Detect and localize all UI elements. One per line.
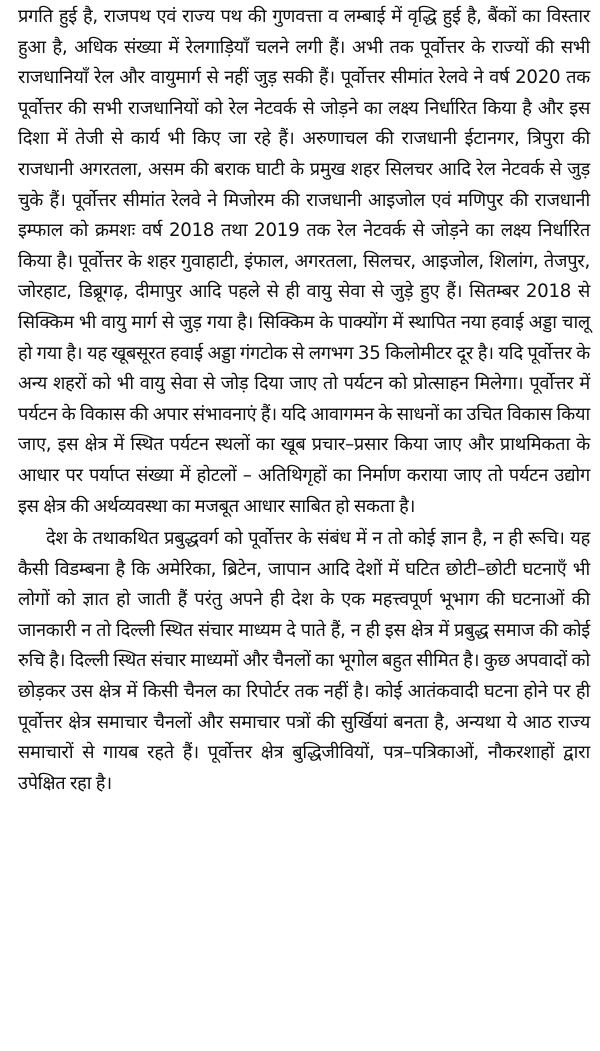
paragraph-media-neglect: देश के तथाकथित प्रबुद्धवर्ग को पूर्वोत्तर के संबंध में न तो कोई ज्ञान है, न ही रूचि। यह कैसी विडम्बना है कि अमेरिका, ब्रिटेन, जापान आदि देशों में घटित छोटी–छोटी घटनाएँ भी लोगों को ज्ञात हो जाती हैं परंतु अपने ही देश के एक महत्त्वपूर्ण भूभाग की घटनाओं की जानकारी न तो दिल्ली स्थित संचार माध्यम दे पाते हैं, न ही इस क्षेत्र में प्रबुद्ध समाज की कोई रुचि है। दिल्ली स्थित संचार माध्यमों और चैनलों का भूगोल बहुत सीमित है। कुछ अपवादों को छोड़कर उस क्षेत्र में किसी चैनल का रिपोर्टर तक नहीं है। कोई आतंकवादी घटना होने पर ही पूर्वोत्तर क्षेत्र समाचार चैनलों और समाचार पत्रों की सुर्खियां बनता है, अन्यथा ये आठ राज्य समाचारों से गायब रहते हैं। पूर्वोत्तर क्षेत्र बुद्धिजीवियों, पत्र–पत्रिकाओं, नौकरशाहों द्वारा उपेक्षित रहा है। (18, 528, 590, 794)
paragraph-tourism-connectivity: प्रगति हुई है, राजपथ एवं राज्य पथ की गुणवत्ता व लम्बाई में वृद्धि हुई है, बैंकों का विस्तार हुआ है, अधिक संख्या में रेलगाड़ियाँ चलने लगी हैं। अभी तक पूर्वोत्तर के राज्यों की सभी राजधानियाँ रेल और वायुमार्ग से नहीं जुड़ सकी हैं। पूर्वोत्तर सीमांत रेलवे ने वर्ष 2020 तक पूर्वोत्तर की सभी राजधानियों को रेल नेटवर्क से जोड़ने का लक्ष्य निर्धारित किया है और इस दिशा में तेजी से कार्य भी किए जा रहे हैं। अरुणाचल की राजधानी ईटानगर, त्रिपुरा की राजधानी अगरतला, असम की बराक घाटी के प्रमुख शहर सिलचर आदि रेल नेटवर्क से जुड़ चुके हैं। पूर्वोत्तर सीमांत रेलवे ने मिजोरम की राजधानी आइजोल एवं मणिपुर की राजधानी इम्फाल को क्रमशः वर्ष 2018 तथा 2019 तक रेल नेटवर्क से जोड़ने का लक्ष्य निर्धारित किया है। पूर्वोत्तर के शहर गुवाहाटी, इंफाल, अगरतला, सिलचर, आइजोल, शिलांग, तेजपुर, जोरहाट, डिब्रूगढ़, दीमापुर आदि पहले से ही वायु सेवा से जुड़े हुए हैं। सितम्बर 2018 से सिक्किम भी वायु मार्ग से जुड़ गया है। सिक्किम के पाक्योंग में स्थापित नया हवाई अड्डा चालू हो गया है। यह खूबसूरत हवाई अड्डा गंगटोक से लगभग 35 किलोमीटर दूर है। यदि पूर्वोत्तर के अन्य शहरों को भी वायु सेवा से जोड़ दिया जाए तो पर्यटन को प्रोत्साहन मिलेगा। पूर्वोत्तर में पर्यटन के विकास की अपार संभावनाएं हैं। यदि आवागमन के साधनों का उचित विकास किया जाए, इस क्षेत्र में स्थित पर्यटन स्थलों का खूब प्रचार–प्रसार किया जाए और प्राथमिकता के आधार पर पर्याप्त संख्या में होटलों – अतिथिगृहों का निर्माण कराया जाए तो पर्यटन उद्योग इस क्षेत्र की अर्थव्यवस्था का मजबूत आधार साबित हो सकता है। (18, 6, 590, 517)
